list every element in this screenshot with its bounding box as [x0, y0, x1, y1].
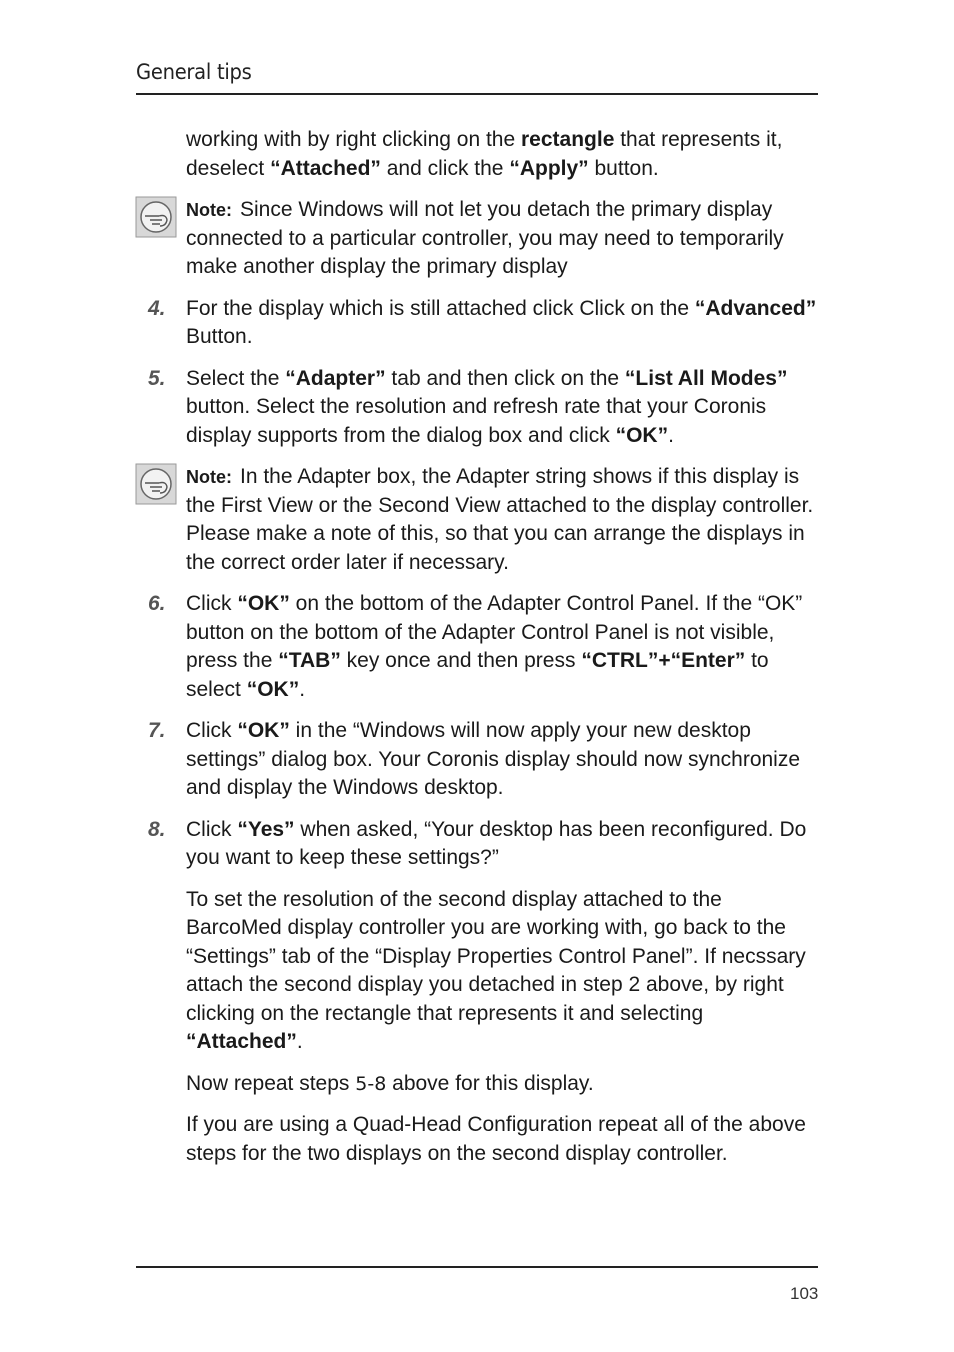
text-run: Button. — [186, 325, 253, 348]
text-run: button. — [588, 156, 659, 180]
intro-paragraph — [186, 126, 818, 183]
bold-run: “List All Modes” — [624, 366, 788, 390]
text-run: on the bottom of the Adapter Control Panel. If the “OK” button on the bottom of the Adapter Control Panel is not visible, press the — [186, 592, 803, 672]
step-item — [148, 590, 818, 704]
footer-rule — [136, 1266, 818, 1268]
pointing-hand-icon — [135, 196, 177, 238]
text-run: Click — [186, 592, 238, 615]
text-run: in the “Windows will now apply your new desktop settings” dialog box. Your Coronis display should now synchronize and display the Windows desktop. — [186, 719, 801, 799]
step-number: 8. — [148, 817, 166, 841]
note-label: Note: — [186, 467, 232, 487]
text-run: . — [296, 1030, 303, 1053]
note-label: Note: — [186, 200, 232, 220]
bold-run: “Attached” — [270, 156, 381, 180]
step-text — [186, 816, 818, 873]
text-run: key once and then press — [340, 649, 582, 672]
text-run: when asked, “Your desktop has been reconfigured. Do you want to keep these settings?” — [186, 817, 807, 869]
step-item — [148, 816, 818, 873]
bold-run: “OK” — [237, 719, 290, 742]
bold-run: “TAB” — [278, 649, 341, 672]
bold-run: “OK” — [615, 423, 669, 447]
note-block — [186, 196, 818, 282]
bold-run: “OK” — [246, 677, 300, 701]
second-display-paragraph — [186, 886, 818, 1057]
header-rule — [136, 93, 818, 95]
text-run: working with by right clicking on the — [186, 128, 521, 151]
steps-range: 5-8 — [355, 1072, 387, 1095]
text-run: In the Adapter box, the Adapter string shows if this display is the First View or the Second View attached to the display controller. Please make a note of this, so that you can arrange the displays in the correct order later if necessary. — [186, 465, 814, 574]
text-run: Now repeat steps — [186, 1071, 356, 1095]
step-text — [186, 717, 818, 803]
bold-run: rectangle — [521, 128, 615, 151]
text-run: that represents it, deselect — [186, 128, 783, 180]
bold-run: “Apply” — [509, 156, 589, 180]
text-run: To set the resolution of the second display attached to the BarcoMed display controller you are working with, go back to the “Settings” tab of the “Display Properties Control Panel”. If necssary attach the second display you detached in step 2 above, by right clicking on the rectangle that represents it and selecting — [186, 887, 806, 1025]
text-run: button. Select the resolution and refresh rate that your Coronis display supports from the dialog box and click — [186, 395, 767, 447]
bold-run: “CTRL”+“Enter” — [581, 649, 746, 672]
page-header-title: General tips — [136, 60, 252, 84]
note-text — [186, 196, 818, 282]
repeat-steps-paragraph — [186, 1070, 818, 1099]
text-run: For the display which is still attached click Click on the — [186, 296, 695, 320]
step-item — [148, 365, 818, 451]
bold-run: “OK” — [237, 592, 290, 615]
note-block — [186, 463, 818, 577]
text-run: Select the — [186, 366, 286, 390]
page-content — [148, 126, 818, 1181]
text-run: Click — [186, 719, 238, 742]
pointing-hand-icon — [135, 463, 177, 505]
bold-run: “Adapter” — [285, 366, 386, 390]
step-text — [186, 295, 818, 352]
bold-run: “Advanced” — [694, 296, 817, 320]
step-text — [186, 365, 818, 451]
text-run: and click the — [380, 156, 510, 180]
text-run: tab and then click on the — [385, 366, 625, 390]
note-text — [186, 463, 818, 577]
text-run: . — [668, 423, 674, 447]
bold-run: “Yes” — [237, 817, 295, 841]
step-item — [148, 717, 818, 803]
text-run: to select — [186, 649, 769, 701]
step-number: 5. — [148, 366, 166, 390]
quad-head-paragraph: If you are using a Quad-Head Configuration repeat all of the above steps for the two displays on the second display controller. — [186, 1113, 806, 1165]
bold-run: “Attached” — [186, 1030, 297, 1053]
step-text — [186, 590, 818, 704]
text-run: Click — [186, 817, 238, 841]
step-number: 7. — [148, 719, 166, 742]
step-item — [148, 295, 818, 352]
text-run: Since Windows will not let you detach the primary display connected to a particular controller, you may need to temporarily make another display the primary display — [186, 198, 784, 278]
page-number: 103 — [790, 1284, 819, 1303]
text-run: above for this display. — [386, 1071, 594, 1095]
step-number: 4. — [148, 296, 166, 320]
step-number: 6. — [148, 592, 166, 615]
text-run: . — [299, 677, 306, 701]
